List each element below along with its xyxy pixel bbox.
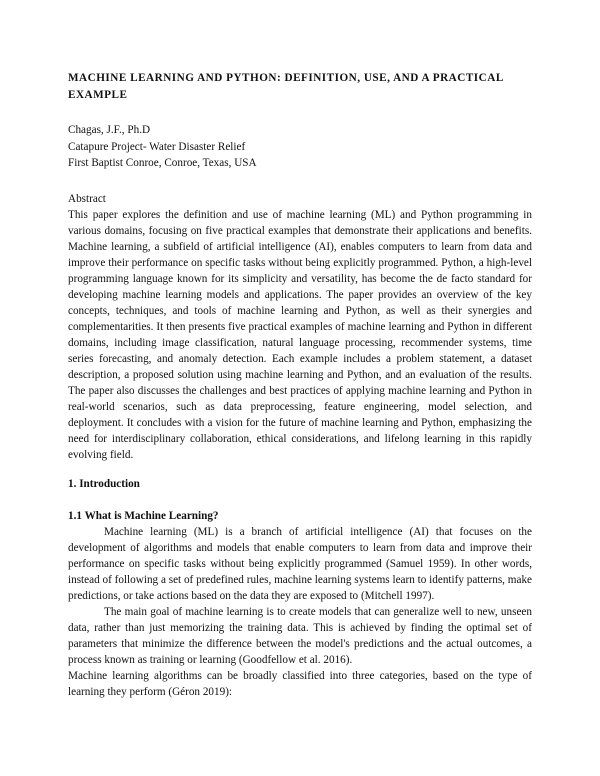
body-paragraph: Machine learning algorithms can be broadly classified into three categories, based on the type of learning they perform (Géron 2019):	[68, 669, 532, 698]
author-name: Chagas, J.F., Ph.D	[68, 124, 151, 136]
abstract-text: This paper explores the definition and use of machine learning (ML) and Python programming in various domains, focusing on five practical examples that demonstrate their applications and benefits. Machine learning, a subfield of artificial intelligence (AI), enables computers to learn from data and improve their performance on specific tasks without being explicitly programmed. Python, a high-level programming language known for its simplicity and versatility, has become the de facto standard for developing machine learning models and applications. The paper provides an overview of the key concepts, techniques, and tools of machine learning and Python, as well as their synergies and complementarities. It then presents five practical examples of machine learning and Python in different domains, including image classification, natural language processing, recommender systems, time series forecasting, and anomaly detection. Each example includes a problem statement, a dataset description, a proposed solution using machine learning and Python, and an evaluation of the results. The paper also discusses the challenges and best practices of applying machine learning and Python in real-world scenarios, such as data preprocessing, feature engineering, model selection, and deployment. It concludes with a vision for the future of machine learning and Python, emphasizing the need for interdisciplinary collaboration, ethical considerations, and lifelong learning in this rapidly evolving field.	[68, 208, 532, 461]
section-heading-introduction: 1. Introduction	[68, 477, 140, 490]
paper-title: MACHINE LEARNING AND PYTHON: DEFINITION, USE, AND A PRACTICAL EXAMPLE	[68, 72, 504, 101]
author-affiliation: Catapure Project- Water Disaster Relief	[68, 140, 246, 153]
body-paragraph: The main goal of machine learning is to create models that can generalize well to new, unseen data, rather than just memorizing the training data. This is achieved by finding the optimal set of parameters that minimize the difference between the model's predictions and the actual outcomes, a process known as training or learning (Goodfellow et al. 2016).	[68, 605, 532, 666]
body-paragraph: Machine learning (ML) is a branch of artificial intelligence (AI) that focuses on the development of algorithms and models that enable computers to learn from data and improve their performance on specific tasks without being explicitly programmed (Samuel 1959). In other words, instead of following a set of predefined rules, machine learning systems learn to identify patterns, make predictions, or take actions based on the data they are exposed to (Mitchell 1997).	[68, 525, 532, 602]
author-institution: First Baptist Conroe, Conroe, Texas, USA	[68, 157, 257, 169]
author-block	[68, 122, 532, 172]
subsection-heading-what-is-ml: 1.1 What is Machine Learning?	[68, 509, 219, 522]
abstract-heading: Abstract	[68, 192, 106, 205]
